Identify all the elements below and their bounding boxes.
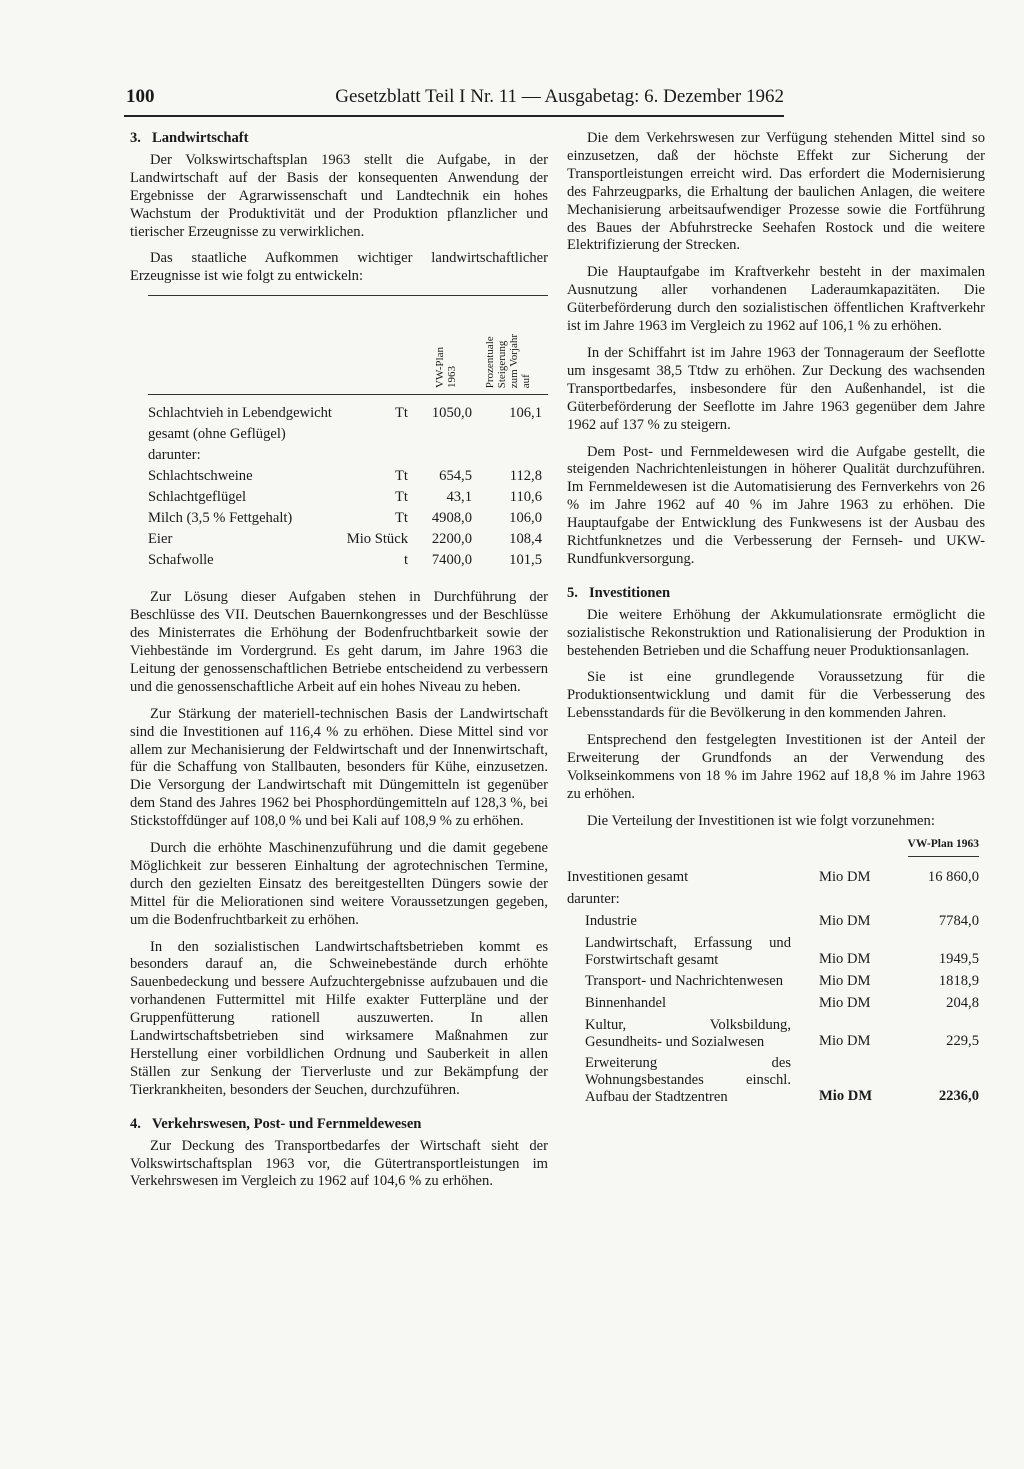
section-heading-5: 5. Investitionen [567,584,671,601]
right-column [567,130,985,1110]
page-number: 100 [126,86,155,107]
table-row: Transport- und Nachrichtenwesen Mio DM 1818,9 [585,972,979,989]
table-row: Milch (3,5 % Fettgehalt) Tt 4908,0 106,0 [148,510,542,527]
table-row: Investitionen gesamt Mio DM 16 860,0 [567,868,979,885]
table-row: Kultur, Volksbildung, Gesundheits- und Sozialwesen Mio DM 229,5 [585,1016,979,1050]
paragraph: In den sozialistischen Landwirtschaftsbetrieben kommt es besonders darauf an, die Schweinebestände durch erhöhte Sauenbedeckung und bessere Aufzuchtergebnisse aufzubauen und die vorhandenen Futtermittel mit Hilfe exakter Futterpläne und der Gruppenfütterung rationell auszuwerten. In allen Landwirtschaftsbetrieben sind wirksamere Maßnahmen zur Herstellung einer vorbildlichen Ordnung und Sauberkeit in allen Ställen zur Senkung der Tierverluste und zur Bekämpfung der Tierkrankheiten, besonders der Seuchen, durchzuführen. [130,938,548,1098]
paragraph: Die weitere Erhöhung der Akkumulationsrate ermöglicht die sozialistische Rekonstruktion und Rationalisierung der Produktion in bestehenden Betrieben und die Schaffung neuer Produktionsanlagen. [567,606,985,659]
paragraph: Die Verteilung der Investitionen ist wie folgt vorzunehmen: [587,812,935,829]
column-header-plan: VW-Plan 1963 [434,347,458,389]
header-title: Gesetzblatt Teil I Nr. 11 — Ausgabetag: 6. Dezember 1962 [335,86,784,107]
paragraph: Zur Stärkung der materiell-technischen Basis der Landwirtschaft sind die Investitionen auf 116,4 % zu erhöhen. Diese Mittel sind vor allem zur Mechanisierung der Feldwirtschaft und der Innenwirtschaft, für die Schaffung von Stallbauten, besonders für Kühe, einzusetzen. Die Versorgung der Landwirtschaft mit Düngemitteln ist gegenüber dem Stand des Jahres 1962 bei Phosphordüngemitteln auf 128,3 %, bei Stickstoffdünger auf 108,0 % und bei Kali auf 108,9 % zu erhöhen. [130,705,548,830]
table-row: Schafwolle t 7400,0 101,5 [148,552,542,569]
column-header-percent: Prozentuale Steigerung zum Vorjahr auf [484,333,532,389]
paragraph: In der Schiffahrt ist im Jahre 1963 der Tonnageraum der Seeflotte um insgesamt 38,5 Ttdw zu erhöhen. Zur Deckung des wachsenden Transportbedarfes, insbesondere für den Außenhandel, ist die Güterbeförderung der Seeflotte im Jahre 1963 gegenüber dem Jahre 1962 auf 137 % zu steigern. [567,344,985,433]
paragraph: Entsprechend den festgelegten Investitionen ist der Anteil der Erweiterung der Grundfonds an der Verwendung des Volkseinkommens von 18 % im Jahre 1962 auf 18,8 % im Jahre 1963 zu erhöhen. [567,732,985,802]
table-row: Schlachtvieh in Lebendgewicht Tt 1050,0 106,1 [148,405,542,422]
table-header [148,296,548,395]
paragraph: Die Hauptaufgabe im Kraftverkehr besteht in der maximalen Ausnutzung aller vorhandenen Laderaumkapazitäten. Die Güterbeförderung durch den sozialistischen öffentlichen Kraftverkehr ist im Jahre 1963 im Vergleich zu 1962 auf 106,1 % zu erhöhen. [567,264,985,335]
section-heading-4: 4. Verkehrswesen, Post- und Fernmeldewesen [130,1115,422,1132]
paragraph: Zur Lösung dieser Aufgaben stehen in Durchführung der Beschlüsse des VII. Deutschen Bauernkongresses und der Beschlüsse des Ministerrates die Erhöhung der Bodenfruchtbarkeit sowie der Viehbestände im Vordergrund. Es geht darum, im Jahre 1963 die Leitung der genossenschaftlichen Betriebe entscheidend zu verbessern und die genossenschaftliche Arbeit auf ein hohes Niveau zu heben. [130,589,548,695]
header-rule [124,115,784,117]
page-header [124,86,784,112]
invest-table-header: VW-Plan 1963 [567,836,985,857]
paragraph: Die dem Verkehrswesen zur Verfügung stehenden Mittel sind so einzusetzen, daß der höchste Effekt zur Sicherung der Transportleistungen erreicht wird. Das erfordert die Modernisierung des Fahrzeugparks, die Erhaltung der baulichen Anlagen, die weitere Mechanisierung arbeitsaufwendiger Prozesse sowie die Fortführung des Baues der Abfuhrstrecke Seehafen Rostock und die weitere Elektrifizierung der Strecken. [567,130,985,254]
paragraph: Das staatliche Aufkommen wichtiger landwirtschaftlicher Erzeugnisse ist wie folgt zu entwickeln: [130,250,548,285]
table-row: Binnenhandel Mio DM 204,8 [585,994,979,1011]
table-row: Schlachtschweine Tt 654,5 112,8 [148,468,542,485]
table-row: Landwirtschaft, Erfassung und Forstwirtschaft gesamt Mio DM 1949,5 [585,934,979,968]
section-heading-3: 3. Landwirtschaft [130,130,249,146]
table-row: Eier Mio Stück 2200,0 108,4 [148,531,542,548]
paragraph: Zur Deckung des Transportbedarfes der Wirtschaft sieht der Volkswirtschaftsplan 1963 vor, die Gütertransportleistungen im Verkehrswesen im Vergleich zu 1962 auf 104,6 % zu erhöhen. [130,1137,548,1190]
invest-table [567,869,985,1106]
table-row: Erweiterung des Wohnungsbestandes einschl. Aufbau der Stadtzentren Mio DM 2236,0 [585,1054,979,1105]
table-row: Schlachtgeflügel Tt 43,1 110,6 [148,489,542,506]
table-row: darunter: [148,447,201,464]
left-column [130,130,548,1200]
table-row: darunter: [567,890,620,907]
paragraph: Dem Post- und Fernmeldewesen wird die Aufgabe gestellt, die steigenden Nachrichtenleistungen in höherer Qualität durchzuführen. Im Fernmeldewesen ist die Automatisierung des Fernverkehrs von 26 % im Jahre 1962 auf 40 % im Jahre 1963 zu erhöhen. Die Hauptaufgabe der Entwicklung des Funkwesens ist der Ausbau des Richtfunknetzes und die Verbesserung der Fernseh- und UKW-Rundfunkversorgung. [567,443,985,567]
agri-table [148,405,548,573]
paragraph: Durch die erhöhte Maschinenzuführung und die damit gegebene Möglichkeit zur besseren Einhaltung der agrotechnischen Termine, durch den gezielten Einsatz des bereitgestellten Düngers sowie der Mittel für die Meliorationen sind weitere Voraussetzungen gegeben, um die Bodenfruchtbarkeit zu erhöhen. [130,840,548,928]
table-row: Industrie Mio DM 7784,0 [585,912,979,929]
paragraph: Der Volkswirtschaftsplan 1963 stellt die Aufgabe, in der Landwirtschaft auf der Basis der konsequenten Anwendung der Ergebnisse der Agrarwissenschaft und Landtechnik ein hohes Wachstum der Produktivität und der Produktion pflanzlicher und tierischer Erzeugnisse zu verwirklichen. [130,151,548,240]
paragraph: Sie ist eine grundlegende Voraussetzung für die Produktionsentwicklung und damit für die Verbesserung des Lebensstandards für die Bevölkerung in den kommenden Jahren. [567,669,985,722]
table-row: gesamt (ohne Geflügel) [148,426,286,443]
